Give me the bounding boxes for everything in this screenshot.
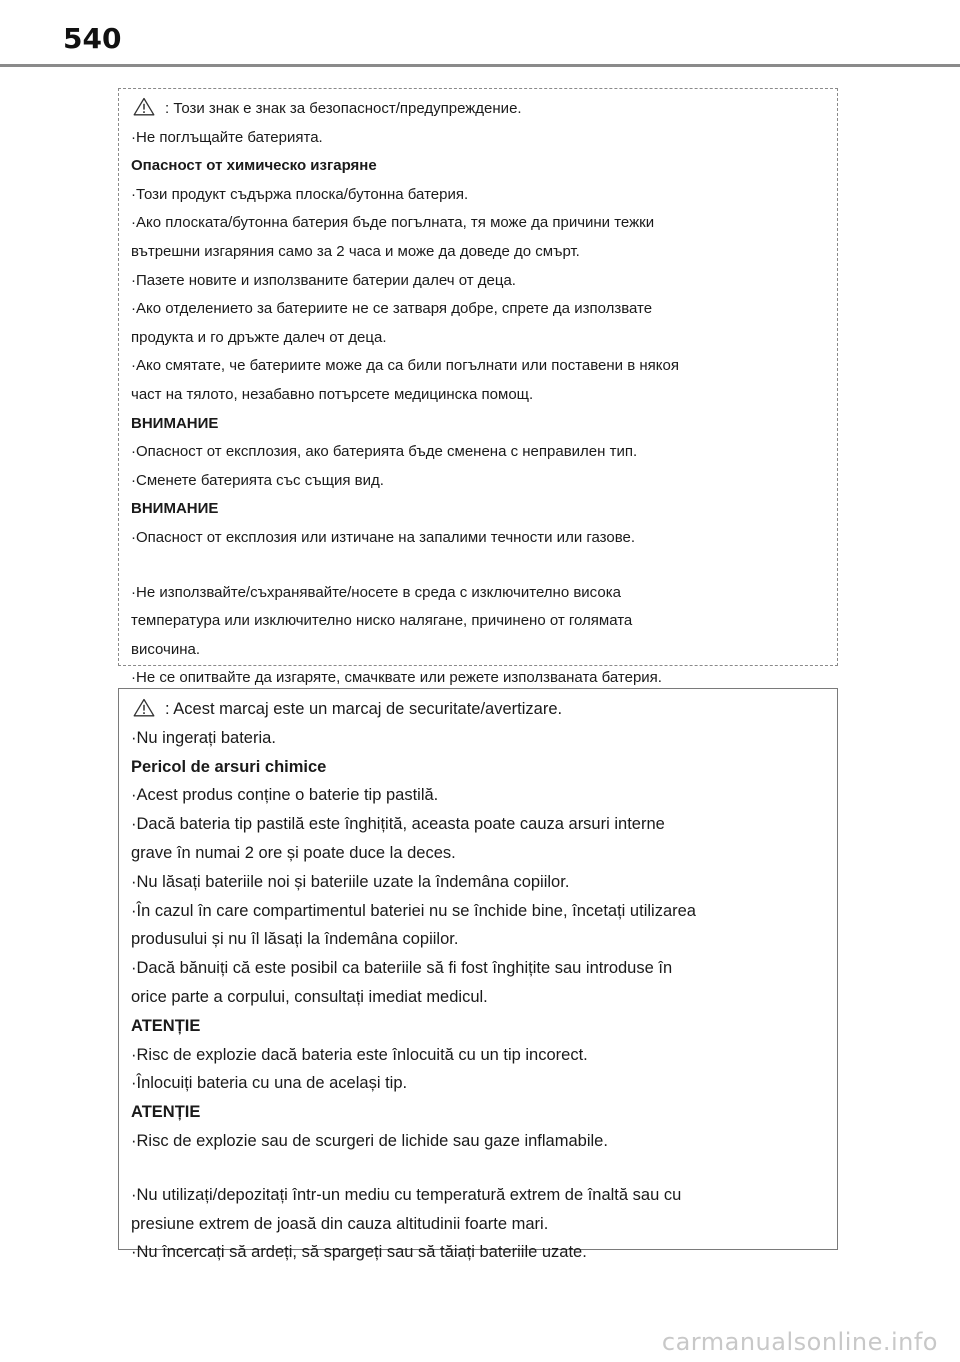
page-number: 540 <box>63 22 122 55</box>
romanian-warning-box <box>118 688 838 1262</box>
ro-line: ·Nu încercați să ardeți, să spargeți sau să tăiați bateriile uzate. <box>131 1243 587 1262</box>
ro-line: presiune extrem de joasă din cauza altitudinii foarte mari. <box>131 1214 549 1233</box>
ro-warning-line <box>131 695 827 724</box>
ro-line: grave în numai 2 ore și poate duce la deces. <box>131 843 456 862</box>
bg-line: ·Сменете батерията със същия вид. <box>131 471 384 489</box>
ro-line: ·În cazul în care compartimentul bateriei nu se închide bine, încetați utilizarea <box>131 901 696 920</box>
bg-heading-caution: ВНИМАНИЕ <box>131 414 219 432</box>
bg-line: ·Този продукт съдържа плоска/бутонна батерия. <box>131 185 469 203</box>
ro-line: ·Nu lăsați bateriile noi și bateriile uzate la îndemâna copiilor. <box>131 872 570 891</box>
ro-line: ·Dacă bănuiți că este posibil ca bateriile să fi fost înghițite sau introduse în <box>131 959 673 978</box>
ro-warning-text: : Acest marcaj este un marcaj de securitate/avertizare. <box>165 700 563 718</box>
bg-line: височина. <box>131 640 201 658</box>
bulgarian-warning-box <box>118 88 838 687</box>
ro-line: ·Înlocuiți bateria cu una de același tip. <box>131 1074 408 1093</box>
bg-line: част на тялото, незабавно потърсете медицинска помощ. <box>131 385 534 403</box>
ro-line: ·Acest produs conține o baterie tip pastilă. <box>131 786 439 805</box>
header-rule <box>0 64 960 67</box>
bg-heading-chemical-burn: Опасност от химическо изгаряне <box>131 157 377 175</box>
bg-line: ·Не се опитвайте да изгаряте, смачквате или режете използваната батерия. <box>131 669 662 687</box>
ro-heading-caution: ATENȚIE <box>131 1103 201 1122</box>
ro-heading-caution: ATENȚIE <box>131 1016 201 1035</box>
bg-warning-text: : Този знак е знак за безопасност/предупреждение. <box>165 100 522 117</box>
warning-triangle-icon <box>133 698 155 717</box>
bg-line: температура или изключително ниско налягане, причинено от голямата <box>131 612 633 630</box>
bg-line: ·Не използвайте/съхранявайте/носете в среда с изключително висока <box>131 583 621 601</box>
warning-triangle-icon <box>133 97 155 116</box>
paragraph-gap <box>131 553 827 579</box>
bg-line: ·Не поглъщайте батерията. <box>131 128 323 146</box>
bg-line: ·Ако отделението за батериите не се затваря добре, спрете да използвате <box>131 300 653 318</box>
ro-line: ·Risc de explozie dacă bateria este înlocuită cu un tip incorect. <box>131 1045 588 1064</box>
bg-line: ·Ако плоската/бутонна батерия бъде погълната, тя може да причини тежки <box>131 214 655 232</box>
ro-line: produsului și nu îl lăsați la îndemâna copiilor. <box>131 930 459 949</box>
ro-line: ·Risc de explozie sau de scurgeri de lichide sau gaze inflamabile. <box>131 1131 608 1150</box>
ro-heading-chemical-burn: Pericol de arsuri chimice <box>131 757 327 776</box>
paragraph-gap <box>131 1156 827 1181</box>
bg-warning-line <box>131 95 827 124</box>
watermark-link[interactable]: carmanualsonline.info <box>661 1328 938 1356</box>
bg-line: ·Опасност от експлозия или изтичане на запалими течности или газове. <box>131 528 636 546</box>
bg-line: вътрешни изгаряния само за 2 часа и може да доведе до смърт. <box>131 242 580 260</box>
bg-line: ·Опасност от експлозия, ако батерията бъде сменена с неправилен тип. <box>131 443 638 461</box>
ro-line: ·Nu utilizați/depozitați într-un mediu cu temperatură extrem de înaltă sau cu <box>131 1185 682 1204</box>
ro-line: ·Dacă bateria tip pastilă este înghițită, aceasta poate cauza arsuri interne <box>131 815 665 834</box>
bg-line: ·Ако смятате, че батериите може да са били погълнати или поставени в някоя <box>131 357 679 375</box>
bg-line: продукта и го дръжте далеч от деца. <box>131 328 387 346</box>
ro-line: orice parte a corpului, consultați imediat medicul. <box>131 987 488 1006</box>
bg-heading-caution: ВНИМАНИЕ <box>131 500 219 518</box>
bg-line: ·Пазете новите и използваните батерии далеч от деца. <box>131 271 516 289</box>
ro-line: ·Nu ingerați bateria. <box>131 728 276 747</box>
